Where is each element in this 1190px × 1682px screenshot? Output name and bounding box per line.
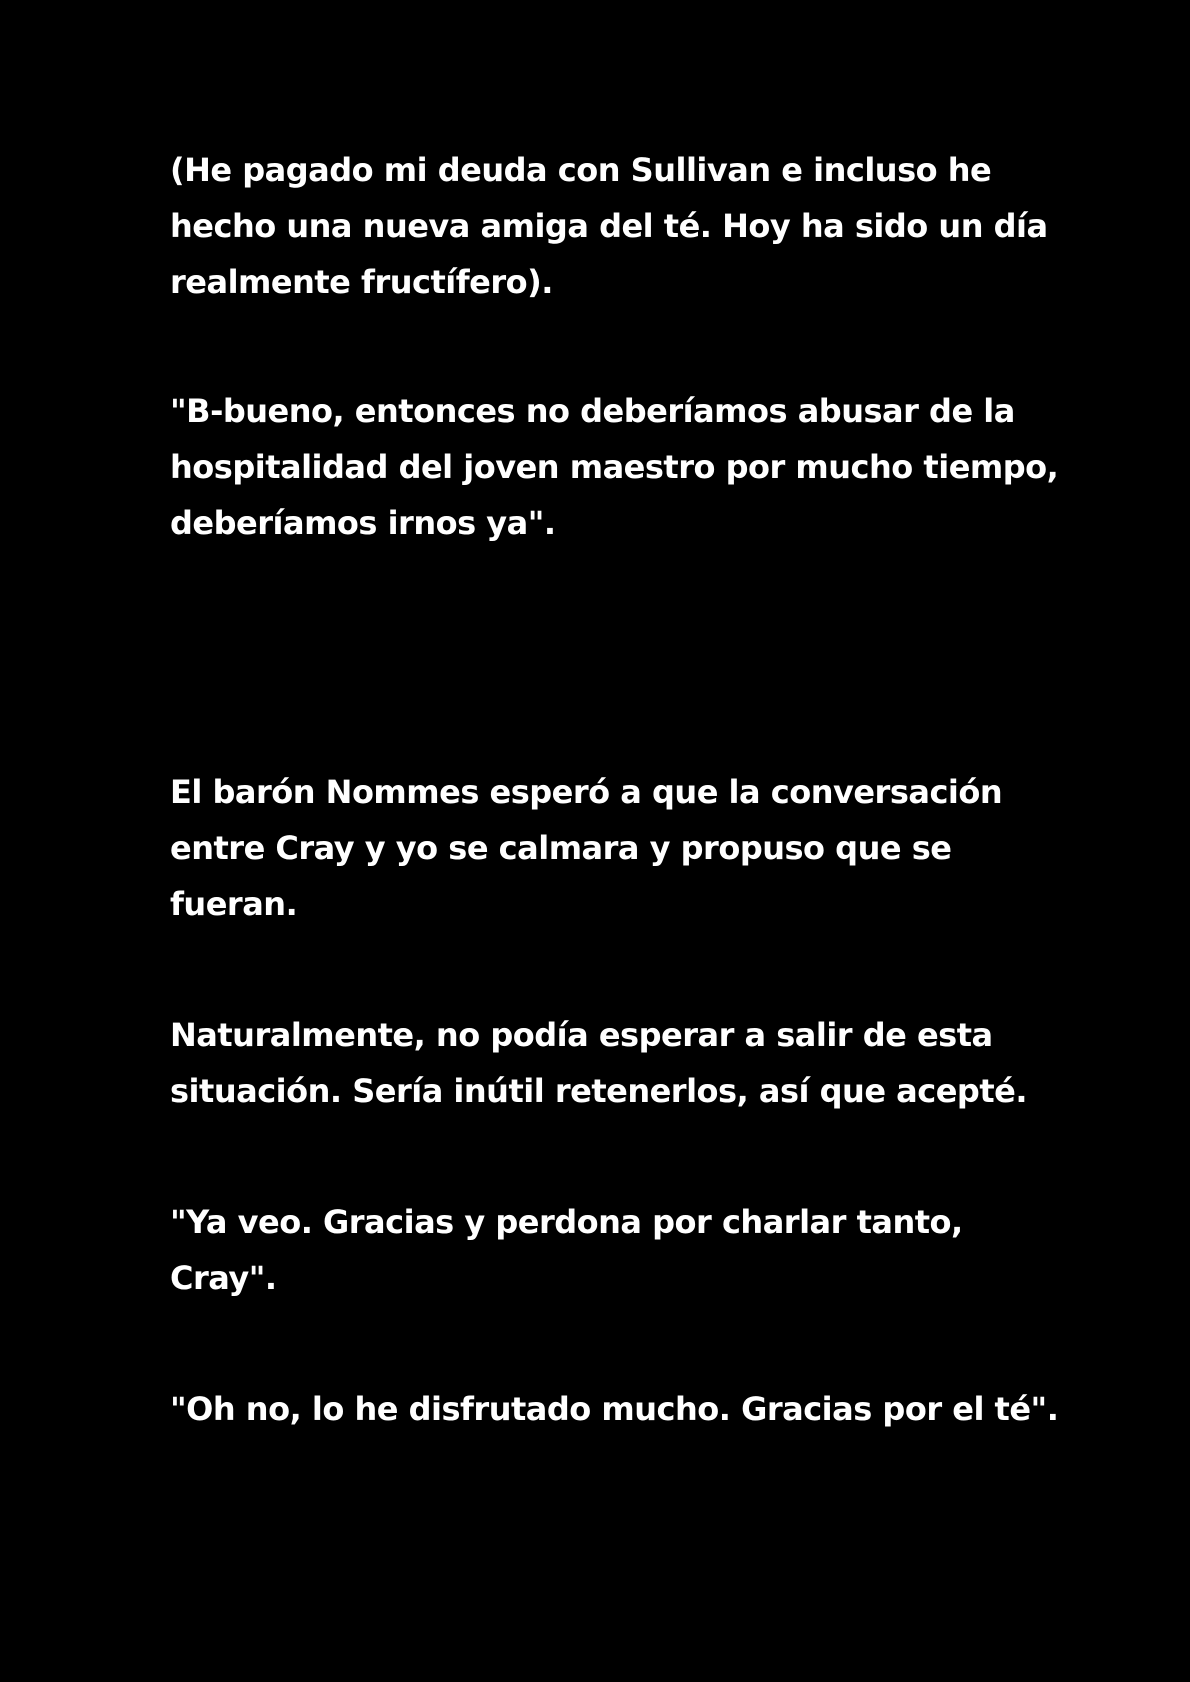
text-line: "B-bueno, entonces no deberíamos abusar de la	[170, 392, 1015, 430]
text-line: situación. Sería inútil retenerlos, así que acepté.	[170, 1072, 1027, 1110]
text-line: Naturalmente, no podía esperar a salir de esta	[170, 1016, 993, 1054]
text-line: "Oh no, lo he disfrutado mucho. Gracias por el té".	[170, 1390, 1059, 1428]
paragraph-5	[170, 1194, 1050, 1306]
text-line: entre Cray y yo se calmara y propuso que se	[170, 829, 952, 867]
text-line: deberíamos irnos ya".	[170, 504, 556, 542]
paragraph-3	[170, 764, 1050, 932]
text-line: (He pagado mi deuda con Sullivan e incluso he	[170, 151, 992, 189]
text-line: hecho una nueva amiga del té. Hoy ha sido un día	[170, 207, 1048, 245]
text-line: El barón Nommes esperó a que la conversación	[170, 773, 1003, 811]
paragraph-6	[170, 1381, 1059, 1437]
paragraph-4	[170, 1007, 1050, 1119]
text-line: "Ya veo. Gracias y perdona por charlar tanto,	[170, 1203, 963, 1241]
paragraph-1	[170, 142, 1050, 310]
text-line: hospitalidad del joven maestro por mucho tiempo,	[170, 448, 1059, 486]
text-line: Cray".	[170, 1259, 277, 1297]
text-line: fueran.	[170, 885, 298, 923]
paragraph-2	[170, 383, 1059, 551]
text-line: realmente fructífero).	[170, 263, 553, 301]
